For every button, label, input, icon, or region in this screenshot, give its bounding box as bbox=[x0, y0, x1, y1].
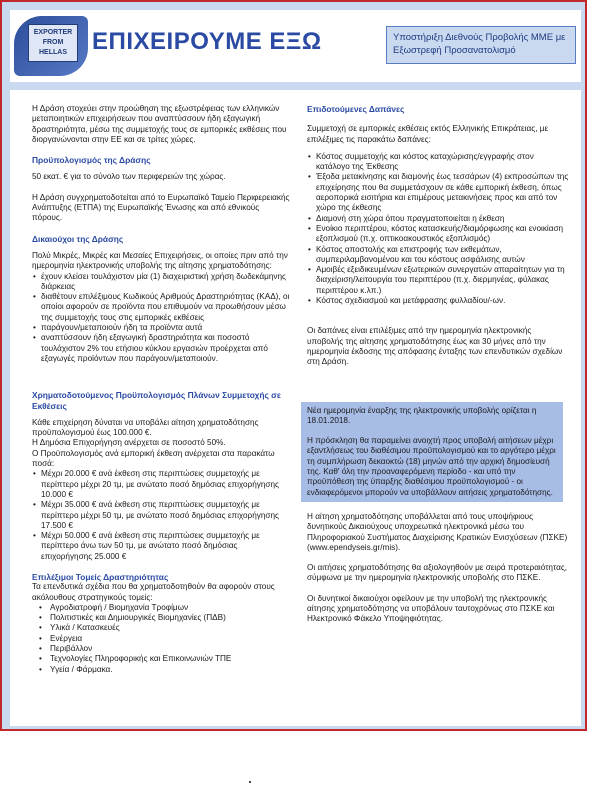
expenses-list bbox=[307, 152, 569, 306]
beneficiaries-heading: Δικαιούχοι της Δράσης bbox=[32, 233, 124, 244]
sectors-heading: Επιλέξιμοι Τομείς Δραστηριότητας bbox=[32, 571, 169, 582]
evaluation-text: Οι αιτήσεις χρηματοδότησης θα αξιολογηθούν με σειρά προτεραιότητας, σύμφωνα με την ημερομηνία ηλεκτρονικής υποβολής στο ΠΣΚΕ. bbox=[307, 563, 568, 583]
page-mark bbox=[249, 781, 251, 783]
list-item: • Πολιτιστικές και Δημιουργικές Βιομηχανίες (ΠΔΒ) bbox=[32, 613, 290, 623]
list-item: • Έξοδα μετακίνησης και διαμονής έως τεσσάρων (4) εκπροσώπων της επιχείρησης που θα συμμετάσχουν σε κάθε εμπορική έκθεση, όπως αεροπορικά εισιτήρια και επιμέρους μετακινήσεις προς και από τον χώρο της έκθεσης bbox=[307, 172, 569, 213]
plans-text-2: Η Δημόσια Επιχορήγηση ανέρχεται σε ποσοστό 50%. bbox=[32, 438, 226, 448]
list-item: • αναπτύσσουν ήδη εξαγωγική δραστηριότητα και ποσοστό τουλάχιστον 2% του ετήσιου κύκλου εργασιών προέρχεται από εξαγωγές προϊόντων που παράγουν/μεταποιούν. bbox=[32, 333, 290, 364]
plans-text-3: Ο Προϋπολογισμός ανά εμπορική έκθεση ανέρχεται στα παρακάτω ποσά: bbox=[32, 448, 275, 469]
list-item: • Κόστος αποστολής και επιστροφής των εκθεμάτων, συμπεριλαμβανομένου και του κόστους ασφάλισης αυτών bbox=[307, 245, 569, 266]
list-item: • Κόστος συμμετοχής και κόστος καταχώρισης/εγγραφής στον κατάλογο της Έκθεσης bbox=[307, 152, 569, 173]
list-item: • Αμοιβές εξειδικευμένων εξωτερικών συνεργατών απαραίτητων για τη διαχείριση/λειτουργία του περιπτέρου (π.χ. διερμηνέας, φύλακας περιπτέρου κ.λπ.) bbox=[307, 265, 569, 296]
budget-text: 50 εκατ. € για το σύνολο των περιφερειών της χώρας. bbox=[32, 172, 226, 182]
list-item: • Μέχρι 20.000 € ανά έκθεση στις περιπτώσεις συμμετοχής με περίπτερο μέχρι 20 τμ, με ανώτατο ποσό δημόσιας επιχορήγησης 10.000 € bbox=[32, 469, 290, 500]
obligation-text: Οι δυνητικοί δικαιούχοι οφείλουν με την υποβολή της ηλεκτρονικής αίτησης χρηματοδότησης να υποβάλουν ταυτοχρόνως στο ΠΣΚΕ και Ηλεκτρονικό Φάκελο Υποψηφιότητας. bbox=[307, 593, 555, 624]
expenses-heading: Επιδοτούμενες Δαπάνες bbox=[307, 104, 405, 114]
list-item: • παράγουν/μεταποιούν ήδη τα προϊόντα αυτά bbox=[32, 323, 290, 333]
list-item: • Ενοίκιο περιπτέρου, κόστος κατασκευής/διαμόρφωσης και ενοικίαση εξοπλισμού (π.χ. οπτικοακουστικός εξοπλισμός) bbox=[307, 224, 569, 245]
logo-badge bbox=[28, 24, 78, 62]
list-item: • Υγεία / Φάρμακα. bbox=[32, 665, 290, 675]
plans-list bbox=[32, 469, 290, 562]
logo-line-2: FROM bbox=[42, 39, 64, 46]
cofinance-text: Η Δράση συγχρηματοδοτείται από το Ευρωπαϊκό Ταμείο Περιφερειακής Ανάπτυξης (ΕΤΠΑ) της Ευρωπαϊκής Ένωσης και από εθνικούς πόρους. bbox=[32, 192, 290, 223]
list-item: • Τεχνολογίες Πληροφορικής και Επικοινωνιών ΤΠΕ bbox=[32, 654, 290, 664]
expenses-text: Συμμετοχή σε εμπορικές εκθέσεις εκτός Ελληνικής Επικράτειας, με επιλέξιμες τις παρακάτω δαπάνες: bbox=[307, 124, 549, 144]
highlight-period-text: Η πρόσκληση θα παραμείνει ανοιχτή προς υποβολή αιτήσεων μέχρι εξαντλήσεως του διαθέσιμου προϋπολογισμού και το αργότερο μέχρι τη συμπλήρωση δεκαοκτώ (18) μηνών από την αρχική δημοσίευσή της. Καθ' όλη την προαναφερόμενη περίοδο - και υπό την προϋπόθεση της ύπαρξης διαθέσιμου προϋπολογισμού - οι ενδιαφερόμενοι μπορούν να υποβάλλουν αιτήσεις χρηματοδότησης. bbox=[307, 436, 556, 497]
budget-heading: Προϋπολογισμός της Δράσης bbox=[32, 155, 151, 166]
list-item: • Διαμονή στη χώρα όπου πραγματοποιείται η έκθεση bbox=[307, 214, 569, 224]
plans-text-1: Κάθε επιχείρηση δύναται να υποβάλει αίτηση χρηματοδότησης προϋπολογισμού έως 100.000 €. bbox=[32, 417, 259, 438]
exporter-logo bbox=[14, 16, 88, 76]
content bbox=[10, 90, 581, 726]
right-column bbox=[307, 104, 569, 625]
list-item: • διαθέτουν επιλέξιμους Κωδικούς Αριθμούς Δραστηριότητας (ΚΑΔ), οι οποίοι αφορούν σε προϊόντα που επιθυμούν να προωθήσουν μέσω της συμμετοχής τους στις εμπορικές εκθέσεις bbox=[32, 292, 290, 323]
highlight-box bbox=[301, 402, 563, 502]
page-title: ΕΠΙΧΕΙΡΟΥΜΕ ΕΞΩ bbox=[92, 28, 322, 55]
list-item: • Κόστος σχεδιασμού και μετάφρασης φυλλαδίου/-ων. bbox=[307, 296, 569, 306]
sectors-text: Τα επενδυτικά σχέδια που θα χρηματοδοτηθούν θα αφορούν στους ακόλουθους στρατηγικούς τομείς: bbox=[32, 582, 275, 602]
left-column bbox=[32, 104, 290, 675]
beneficiaries-text: Πολύ Μικρές, Μικρές και Μεσαίες Επιχειρήσεις, οι οποίες πριν από την ημερομηνία ηλεκτρονικής υποβολής της αίτησης χρηματοδότησης: bbox=[32, 250, 288, 271]
list-item: • Υλικά / Κατασκευές bbox=[32, 623, 290, 633]
sectors-list bbox=[32, 603, 290, 675]
list-item: • Περιβάλλον bbox=[32, 644, 290, 654]
submit-text: Η αίτηση χρηματοδότησης υποβάλλεται από τους υποψήφιους δυνητικούς Δικαιούχους υποχρεωτικά ηλεκτρονικά μέσω του Πληροφοριακού Συστήματος Διαχείρισης Κρατικών Ενισχύσεων (ΠΣΚΕ) (www.ependyseis.gr/mis). bbox=[307, 511, 568, 552]
logo-line-1: EXPORTER bbox=[33, 29, 73, 36]
list-item: • Ενέργεια bbox=[32, 634, 290, 644]
list-item: • Μέχρι 50.000 € ανά έκθεση στις περιπτώσεις συμμετοχής με περίπτερο άνω των 50 τμ, με ανώτατο ποσό δημόσιας επιχορήγησης 25.000 € bbox=[32, 531, 290, 562]
list-item: • έχουν κλείσει τουλάχιστον μία (1) διαχειριστική χρήση δωδεκάμηνης διάρκειας bbox=[32, 272, 290, 293]
intro-text: Η Δράση στοχεύει στην προώθηση της εξωστρέφειας των ελληνικών μεταποιητικών επιχειρήσεων που αναπτύσσουν ήδη εξαγωγική δραστηριότητα, μέσω της συμμετοχής τους σε εμπορικές εκθέσεις που διοργανώνονται στην ΕΕ και σε τρίτες χώρες. bbox=[32, 104, 287, 144]
list-item: • Αγροδιατροφή / Βιομηχανία Τροφίμων bbox=[32, 603, 290, 613]
plans-heading: Χρηματοδοτούμενος Προϋπολογισμός Πλάνων Συμμετοχής σε Εκθέσεις bbox=[32, 390, 281, 411]
beneficiaries-list bbox=[32, 272, 290, 365]
subtitle-box: Υποστήριξη Διεθνούς Προβολής ΜΜΕ με Εξωστρεφή Προσανατολισμό bbox=[386, 26, 576, 64]
logo-line-3: HELLAS bbox=[39, 49, 67, 56]
highlight-date-text: Νέα ημερομηνία έναρξης της ηλεκτρονικής υποβολής ορίζεται η 18.01.2018. bbox=[307, 405, 537, 425]
header bbox=[10, 10, 581, 82]
eligibility-text: Οι δαπάνες είναι επιλέξιμες από την ημερομηνία ηλεκτρονικής υποβολής της αίτησης χρηματοδότησης έως και 30 μήνες από την ημερομηνία έκδοσης της απόφασης ένταξης των επενδυτικών σχεδίων στη Δράση. bbox=[307, 326, 563, 367]
list-item: • Μέχρι 35.000 € ανά έκθεση στις περιπτώσεις συμμετοχής με περίπτερο μέχρι 50 τμ, με ανώτατο ποσό δημόσιας επιχορήγησης 17.500 € bbox=[32, 500, 290, 531]
